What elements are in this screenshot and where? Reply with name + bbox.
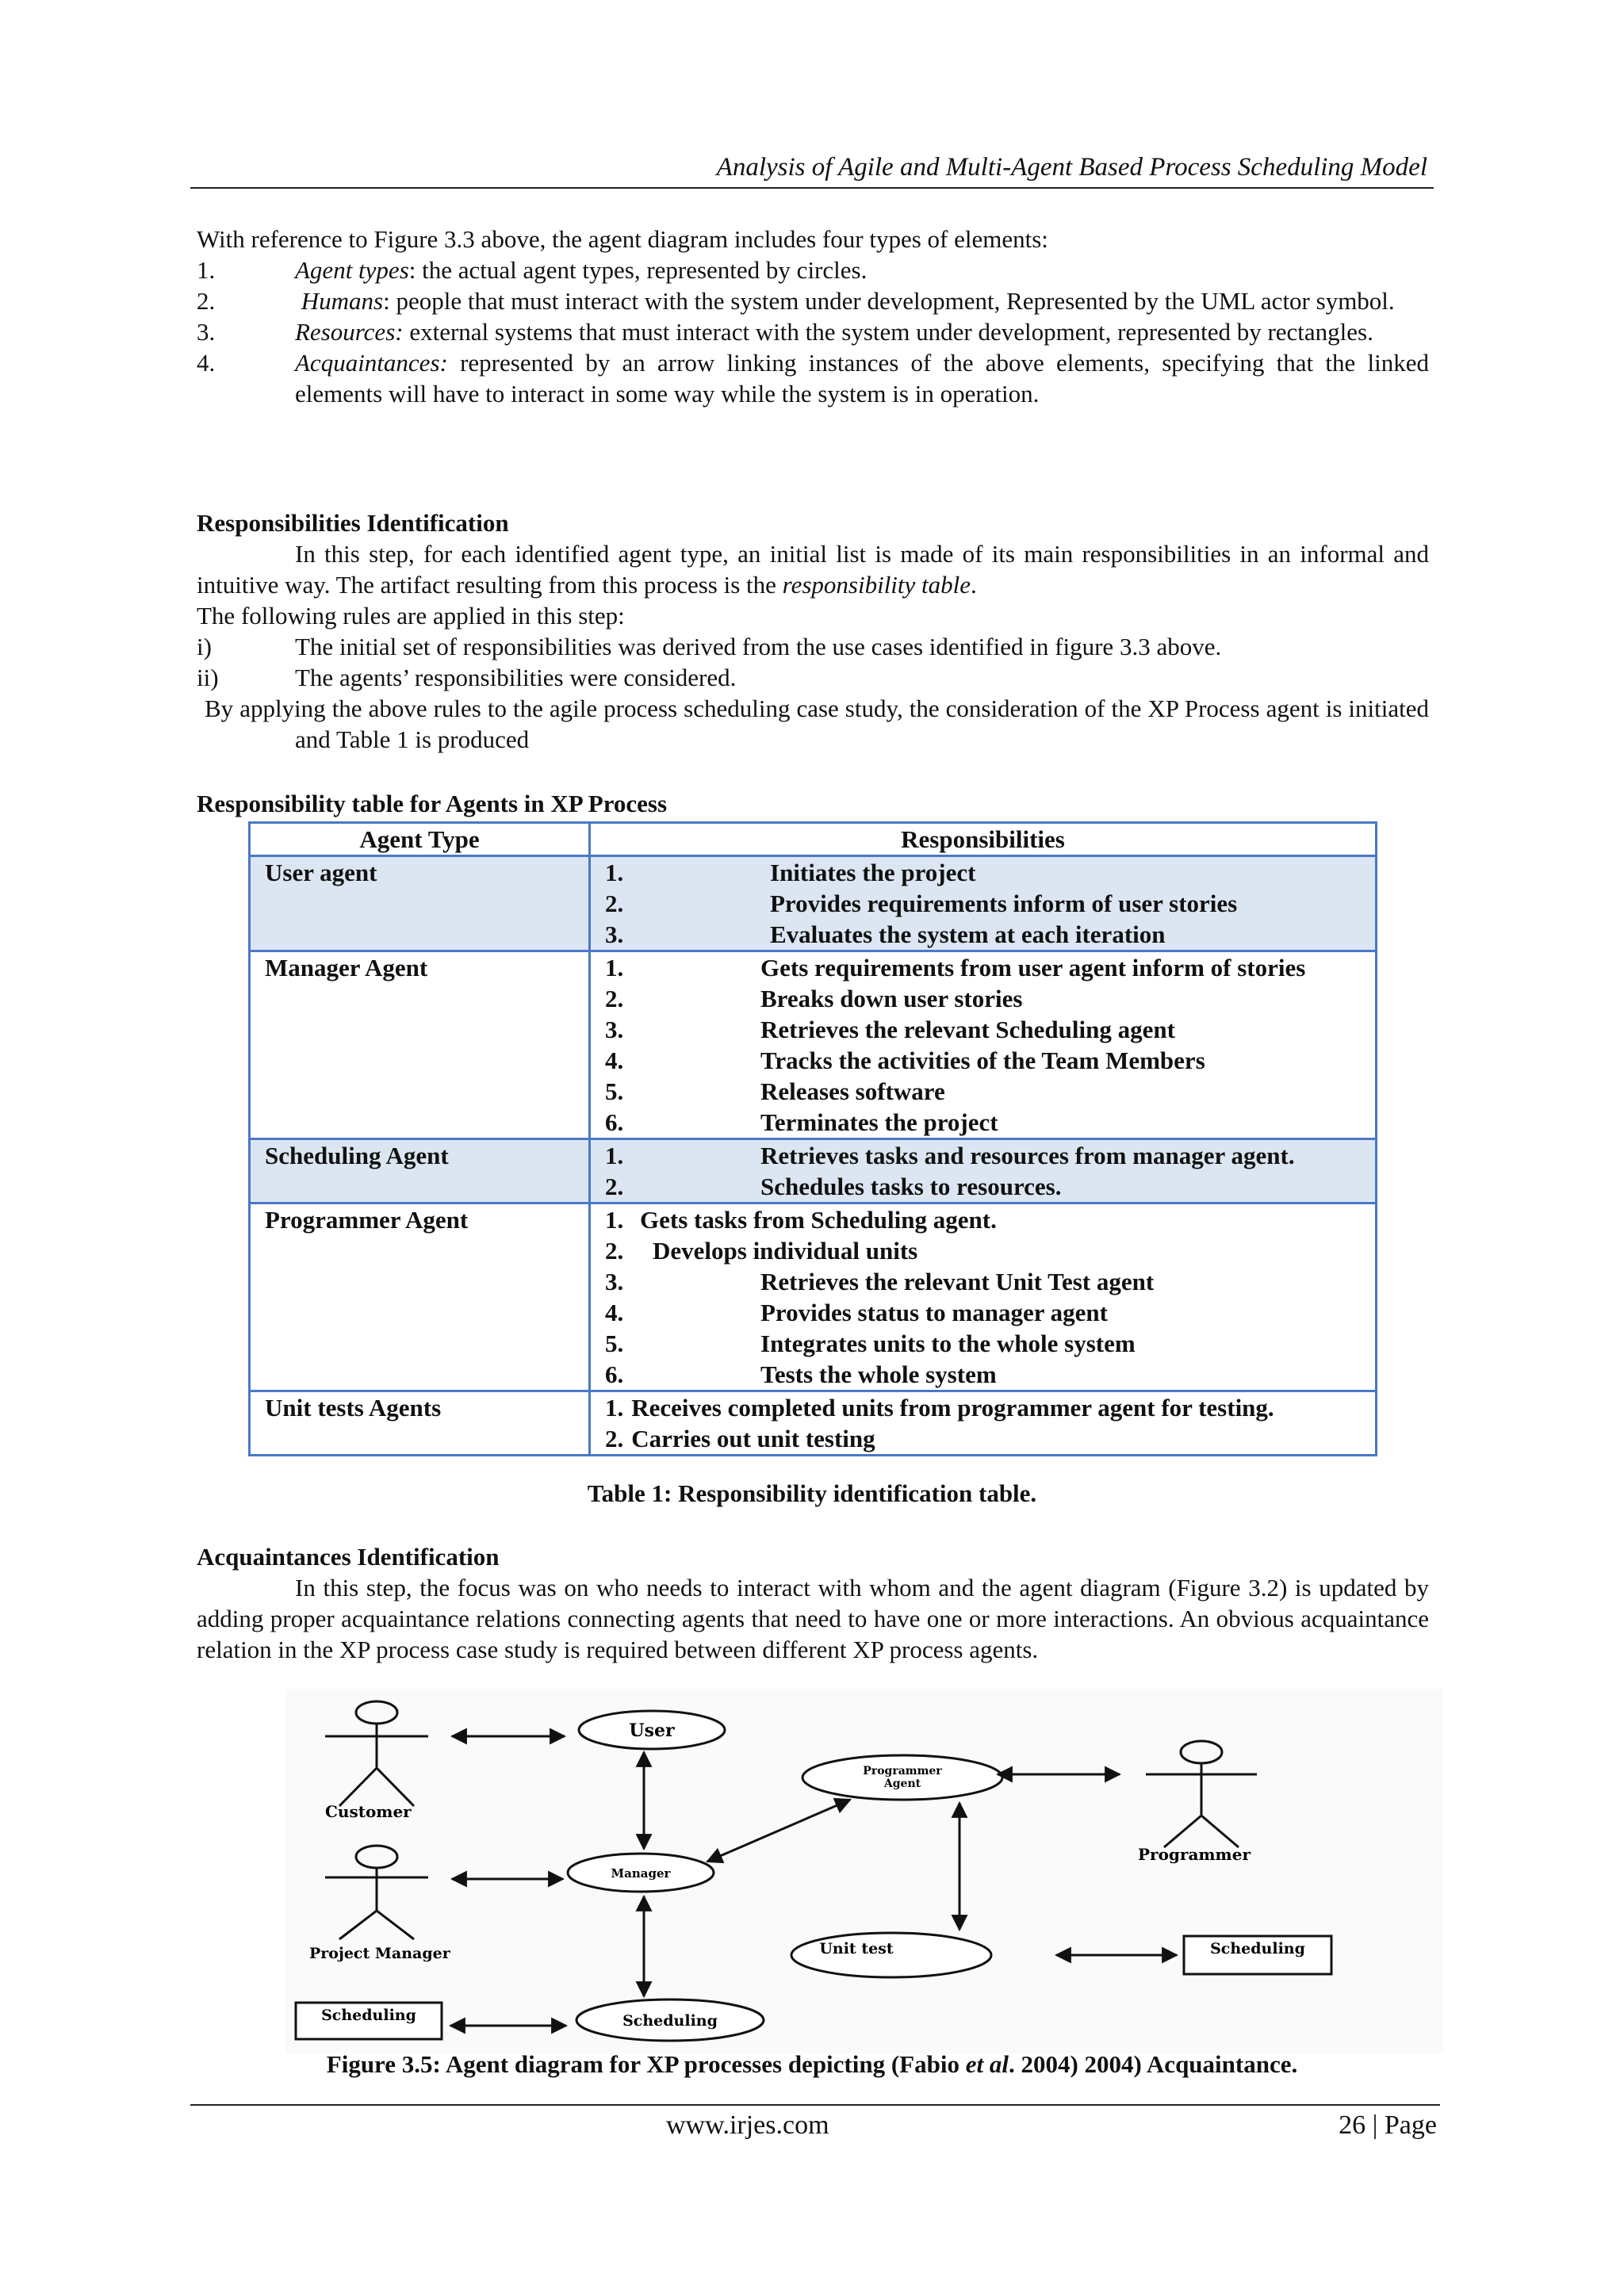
- column-header: Agent Type: [250, 823, 590, 856]
- table-row: [250, 856, 1377, 951]
- body-paragraph: In this step, for each identified agent type, an initial list is made of its main responsibilities in an informal and intuitive way. The artifact resulting from this process is the responsibility table.: [197, 540, 1429, 599]
- rule-item: [197, 662, 1429, 693]
- acquaintances-section: [197, 1541, 1429, 1665]
- item-text: The initial set of responsibilities was derived from the use cases identified in figure 3.3 above.: [295, 633, 1222, 660]
- responsibility-item: Provides requirements inform of user stories: [770, 890, 1238, 917]
- item-number: i): [197, 633, 212, 660]
- responsibilities-cell: 1. Retrieves tasks and resources from manager agent. 2. Schedules tasks to resources.: [590, 1139, 1377, 1203]
- programmer-agent-label: Programmer: [863, 1765, 942, 1777]
- footer-url: www.irjes.com: [666, 2110, 829, 2140]
- intro-text: With reference to Figure 3.3 above, the agent diagram includes four types of elements:: [197, 225, 1048, 253]
- responsibility-item: Retrieves tasks and resources from manager agent.: [760, 1142, 1295, 1169]
- agent-type-cell: Programmer Agent: [250, 1203, 590, 1391]
- item-number: ii): [197, 664, 219, 691]
- programmer-agent-label: Agent: [883, 1777, 921, 1790]
- item-text: : the actual agent types, represented by circles.: [408, 256, 868, 284]
- responsibilities-cell: 1. Gets tasks from Scheduling agent. 2. Develops individual units 3. Retrieves the relevant Unit Test agent 4. Provides status to manager agent 5. Integrates units to the whole system 6. Tests the whole system: [590, 1203, 1377, 1391]
- responsibility-item: Tests the whole system: [760, 1360, 997, 1388]
- responsibility-item: Tracks the activities of the Team Members: [760, 1047, 1205, 1074]
- item-text: The agents’ responsibilities were considered.: [295, 664, 737, 691]
- responsibility-item: Terminates the project: [760, 1108, 998, 1136]
- page-number: 26 | Page: [1339, 2110, 1437, 2140]
- responsibility-item: Breaks down user stories: [760, 985, 1023, 1012]
- table-caption: Table 1: Responsibility identification table.: [587, 1479, 1037, 1507]
- item-term: Acquaintances:: [295, 349, 448, 377]
- item-term: Agent types: [295, 256, 409, 284]
- item-term: Humans: [301, 287, 384, 315]
- figure-caption: Figure 3.5: Agent diagram for XP processes depicting (Fabio et al. 2004) 2004) Acquaintance.: [326, 2050, 1298, 2078]
- rule-item: [197, 631, 1429, 662]
- table-title: Responsibility table for Agents in XP Process: [197, 790, 668, 817]
- responsibility-item: Receives completed units from programmer agent for testing.: [631, 1394, 1274, 1422]
- column-header: Responsibilities: [590, 823, 1377, 856]
- responsibility-item: Integrates units to the whole system: [760, 1330, 1136, 1357]
- element-intro: [197, 224, 1429, 409]
- project-manager-label: Project Manager: [309, 1945, 450, 1962]
- element-item: [197, 285, 1429, 316]
- table-header-row: [250, 823, 1377, 856]
- table-row: [250, 1203, 1377, 1391]
- scheduling-resource-right-label: Scheduling: [1210, 1940, 1305, 1957]
- responsibility-item: Gets requirements from user agent inform of stories: [760, 954, 1306, 982]
- unit-test-agent-label: Unit test: [819, 1940, 894, 1957]
- body-paragraph: In this step, the focus was on who needs to interact with whom and the agent diagram (Figure 3.2) is updated by adding proper acquaintance relations connecting agents that need to have one or more interactions. An obvious acquaintance relation in the XP process case study is required between different XP process agents.: [197, 1574, 1429, 1663]
- responsibility-item: Evaluates the system at each iteration: [770, 920, 1166, 948]
- element-item: [197, 254, 1429, 285]
- agent-type-cell: Manager Agent: [250, 951, 590, 1139]
- programmer-label: Programmer: [1138, 1845, 1251, 1864]
- responsibility-item: Carries out unit testing: [631, 1425, 875, 1452]
- emphasis-term: responsibility table: [782, 571, 971, 599]
- footer-rule: [190, 2104, 1440, 2106]
- item-number: 4.: [197, 349, 216, 377]
- responsibilities-section: [197, 507, 1429, 755]
- agent-type-cell: Scheduling Agent: [250, 1139, 590, 1203]
- item-text: external systems that must interact with the system under development, represented by rectangles.: [403, 318, 1373, 346]
- item-number: 3.: [197, 318, 216, 346]
- agent-type-cell: User agent: [250, 856, 590, 951]
- item-term: Resources:: [295, 318, 404, 346]
- responsibility-item: Provides status to manager agent: [760, 1299, 1108, 1326]
- element-item: [197, 316, 1429, 347]
- agent-diagram: [285, 1689, 1443, 2053]
- body-paragraph: By applying the above rules to the agile process scheduling case study, the consideration of the XP Process agent is initiated and Table 1 is produced: [205, 695, 1429, 753]
- item-number: 1.: [197, 256, 216, 284]
- responsibilities-cell: 1. Receives completed units from programmer agent for testing. 2. Carries out unit testing: [590, 1391, 1377, 1456]
- scheduling-agent-label: Scheduling: [622, 2012, 718, 2030]
- running-head: Analysis of Agile and Multi-Agent Based Process Scheduling Model: [716, 153, 1427, 182]
- manager-agent-label: Manager: [611, 1866, 671, 1881]
- responsibility-item: Releases software: [760, 1077, 945, 1105]
- customer-label: Customer: [325, 1802, 412, 1821]
- responsibility-table: [248, 821, 1377, 1456]
- item-text: : people that must interact with the system under development, Represented by the UML actor symbol.: [383, 287, 1395, 315]
- item-number: 2.: [197, 287, 216, 315]
- responsibilities-cell: 1. Initiates the project 2. Provides requirements inform of user stories 3. Evaluates the system at each iteration: [590, 856, 1377, 951]
- rules-intro: The following rules are applied in this step:: [197, 602, 625, 629]
- section-heading: Responsibilities Identification: [197, 509, 509, 537]
- responsibility-item: Develops individual units: [653, 1237, 918, 1265]
- responsibility-item: Initiates the project: [770, 859, 976, 886]
- section-heading: Acquaintances Identification: [197, 1543, 500, 1571]
- scheduling-resource-left-label: Scheduling: [321, 2007, 416, 2024]
- header-rule: [190, 187, 1434, 189]
- table-row: [250, 1391, 1377, 1456]
- responsibility-item: Schedules tasks to resources.: [760, 1173, 1062, 1200]
- responsibility-item: Retrieves the relevant Unit Test agent: [760, 1268, 1155, 1295]
- user-agent-label: User: [629, 1720, 675, 1741]
- element-item: [197, 347, 1429, 409]
- responsibility-item: Retrieves the relevant Scheduling agent: [760, 1016, 1175, 1043]
- table-row: [250, 1139, 1377, 1203]
- agent-type-cell: Unit tests Agents: [250, 1391, 590, 1456]
- responsibilities-cell: 1. Gets requirements from user agent inform of stories 2. Breaks down user stories 3. Retrieves the relevant Scheduling agent 4. Tracks the activities of the Team Members 5. Releases software 6. Terminates the project: [590, 951, 1377, 1139]
- table-row: [250, 951, 1377, 1139]
- item-text: represented by an arrow linking instances of the above elements, specifying that the linked elements will have to interact in some way while the system is in operation.: [295, 349, 1429, 408]
- responsibility-item: Gets tasks from Scheduling agent.: [640, 1206, 997, 1234]
